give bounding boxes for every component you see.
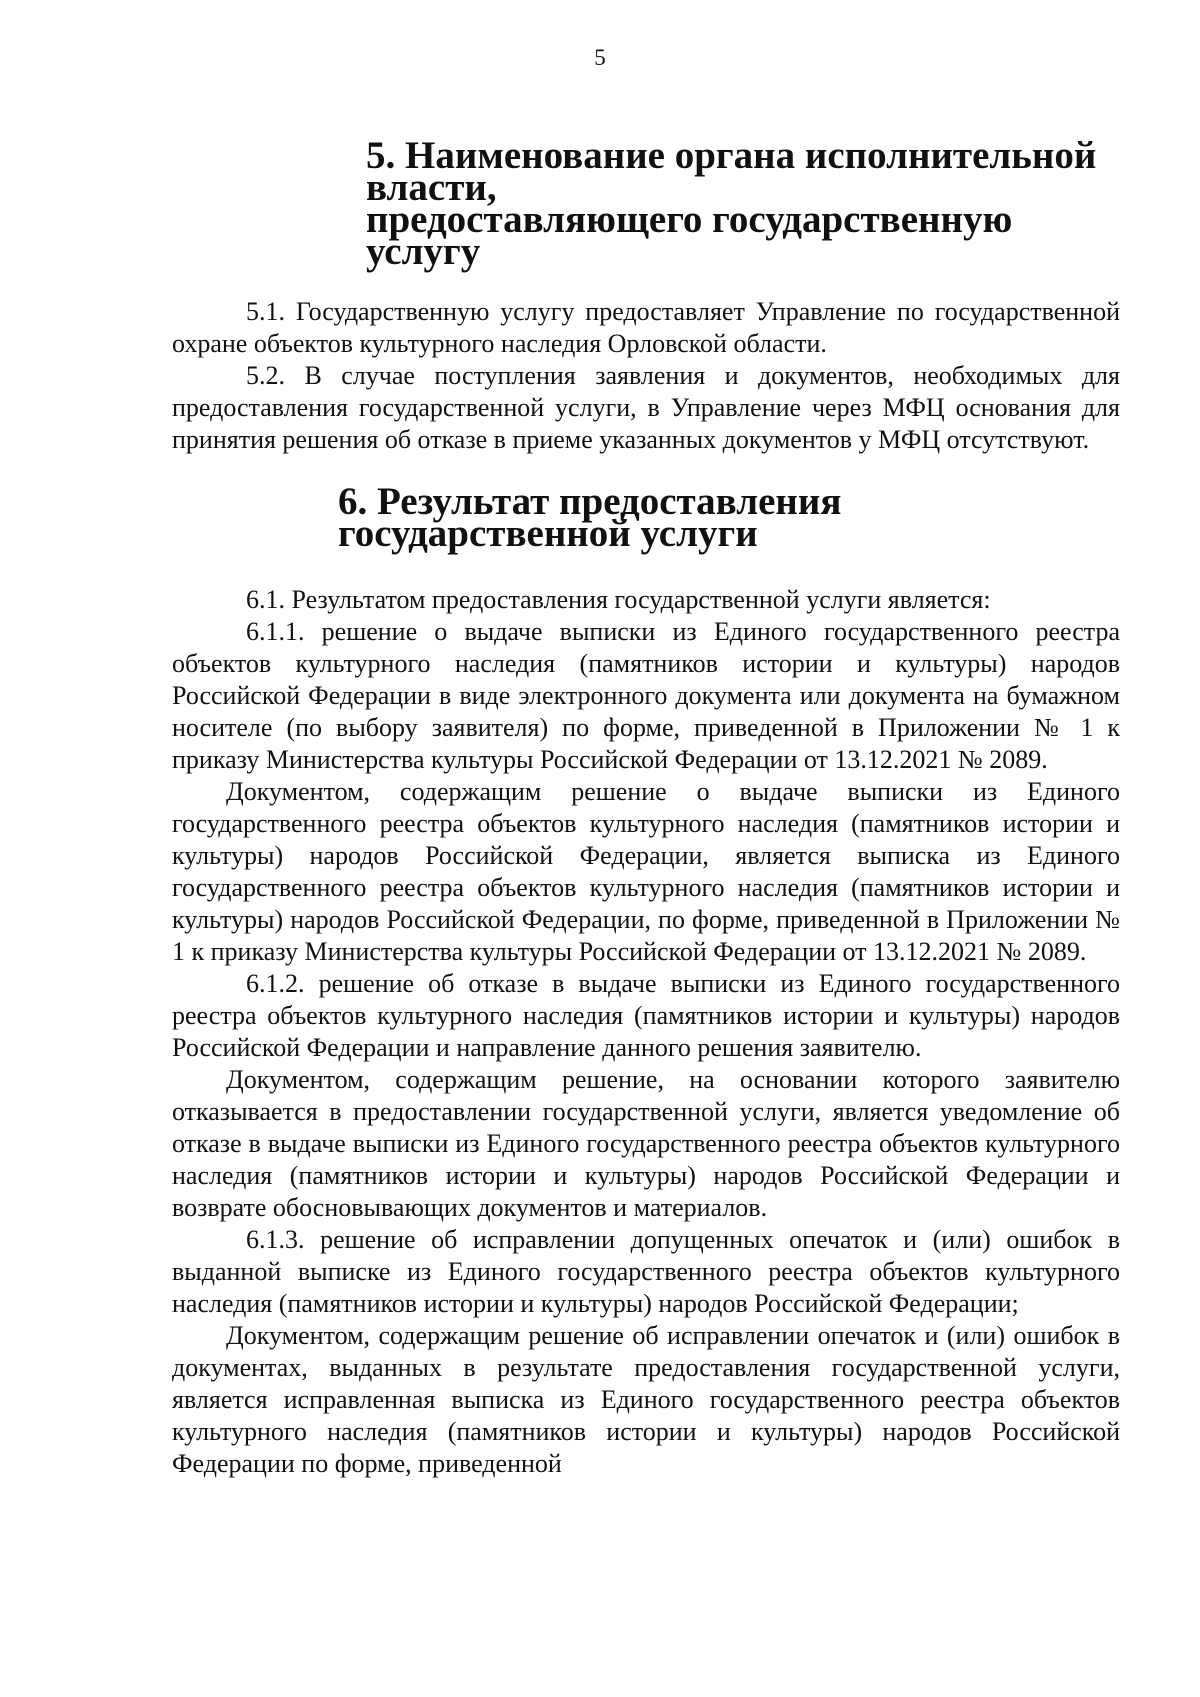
section-6-heading [172,480,1120,555]
paragraph-6-1-2: 6.1.2. решение об отказе в выдаче выписки из Единого государственного реестра объектов культурного наследия (памятников истории и культуры) народов Российской Федерации и направление данного решения заявителю. [172,969,1120,1062]
section-5-heading-line-2: предоставляющего государственную услугу [366,198,1013,273]
section-6-heading-line: 6. Результат предоставления государственной услуги [338,480,842,555]
paragraph-6-1-1-document: Документом, содержащим решение о выдаче выписки из Единого государственного реестра объектов культурного наследия (памятников истории и культуры) народов Российской Федерации, является выписка из Единого государственного реестра объектов культурного наследия (памятников истории и культуры) народов Российской Федерации, по форме, приведенной в Приложении № 1 к приказу Министерства культуры Российской Федерации от 13.12.2021 № 2089. [172,777,1120,966]
paragraph-5-2: 5.2. В случае поступления заявления и документов, необходимых для предоставления государственной услуги, в Управление через МФЦ основания для принятия решения об отказе в приеме указанных документов у МФЦ отсутствуют. [172,361,1120,454]
paragraph-6-1-3-document: Документом, содержащим решение об исправлении опечаток и (или) ошибок в документах, выданных в результате предоставления государственной услуги, является исправленная выписка из Единого государственного реестра объектов культурного наследия (памятников истории и культуры) народов Российской Федерации по форме, приведенной [172,1321,1120,1478]
paragraph-6-1-2-document: Документом, содержащим решение, на основании которого заявителю отказывается в предоставлении государственной услуги, является уведомление об отказе в выдаче выписки из Единого государственного реестра объектов культурного наследия (памятников истории и культуры) народов Российской Федерации и возврате обосновывающих документов и материалов. [172,1065,1120,1222]
paragraph-6-1: 6.1. Результатом предоставления государственной услуги является: [246,585,991,614]
page-number: 5 [594,45,606,70]
section-5-heading [172,134,1120,273]
paragraph-6-1-3: 6.1.3. решение об исправлении допущенных опечаток и (или) ошибок в выданной выписке из Единого государственного реестра объектов культурного наследия (памятников истории и культуры) народов Российской Федерации; [172,1225,1120,1318]
paragraph-5-1: 5.1. Государственную услугу предоставляет Управление по государственной охране объектов культурного наследия Орловской области. [172,297,1120,358]
paragraph-6-1-1: 6.1.1. решение о выдаче выписки из Единого государственного реестра объектов культурного наследия (памятников истории и культуры) народов Российской Федерации в виде электронного документа или документа на бумажном носителе (по выбору заявителя) по форме, приведенной в Приложении № 1 к приказу Министерства культуры Российской Федерации от 13.12.2021 № 2089. [172,617,1120,774]
document-body [172,134,1120,1480]
section-5-heading-line-1: 5. Наименование органа исполнительной власти, [366,134,1097,209]
